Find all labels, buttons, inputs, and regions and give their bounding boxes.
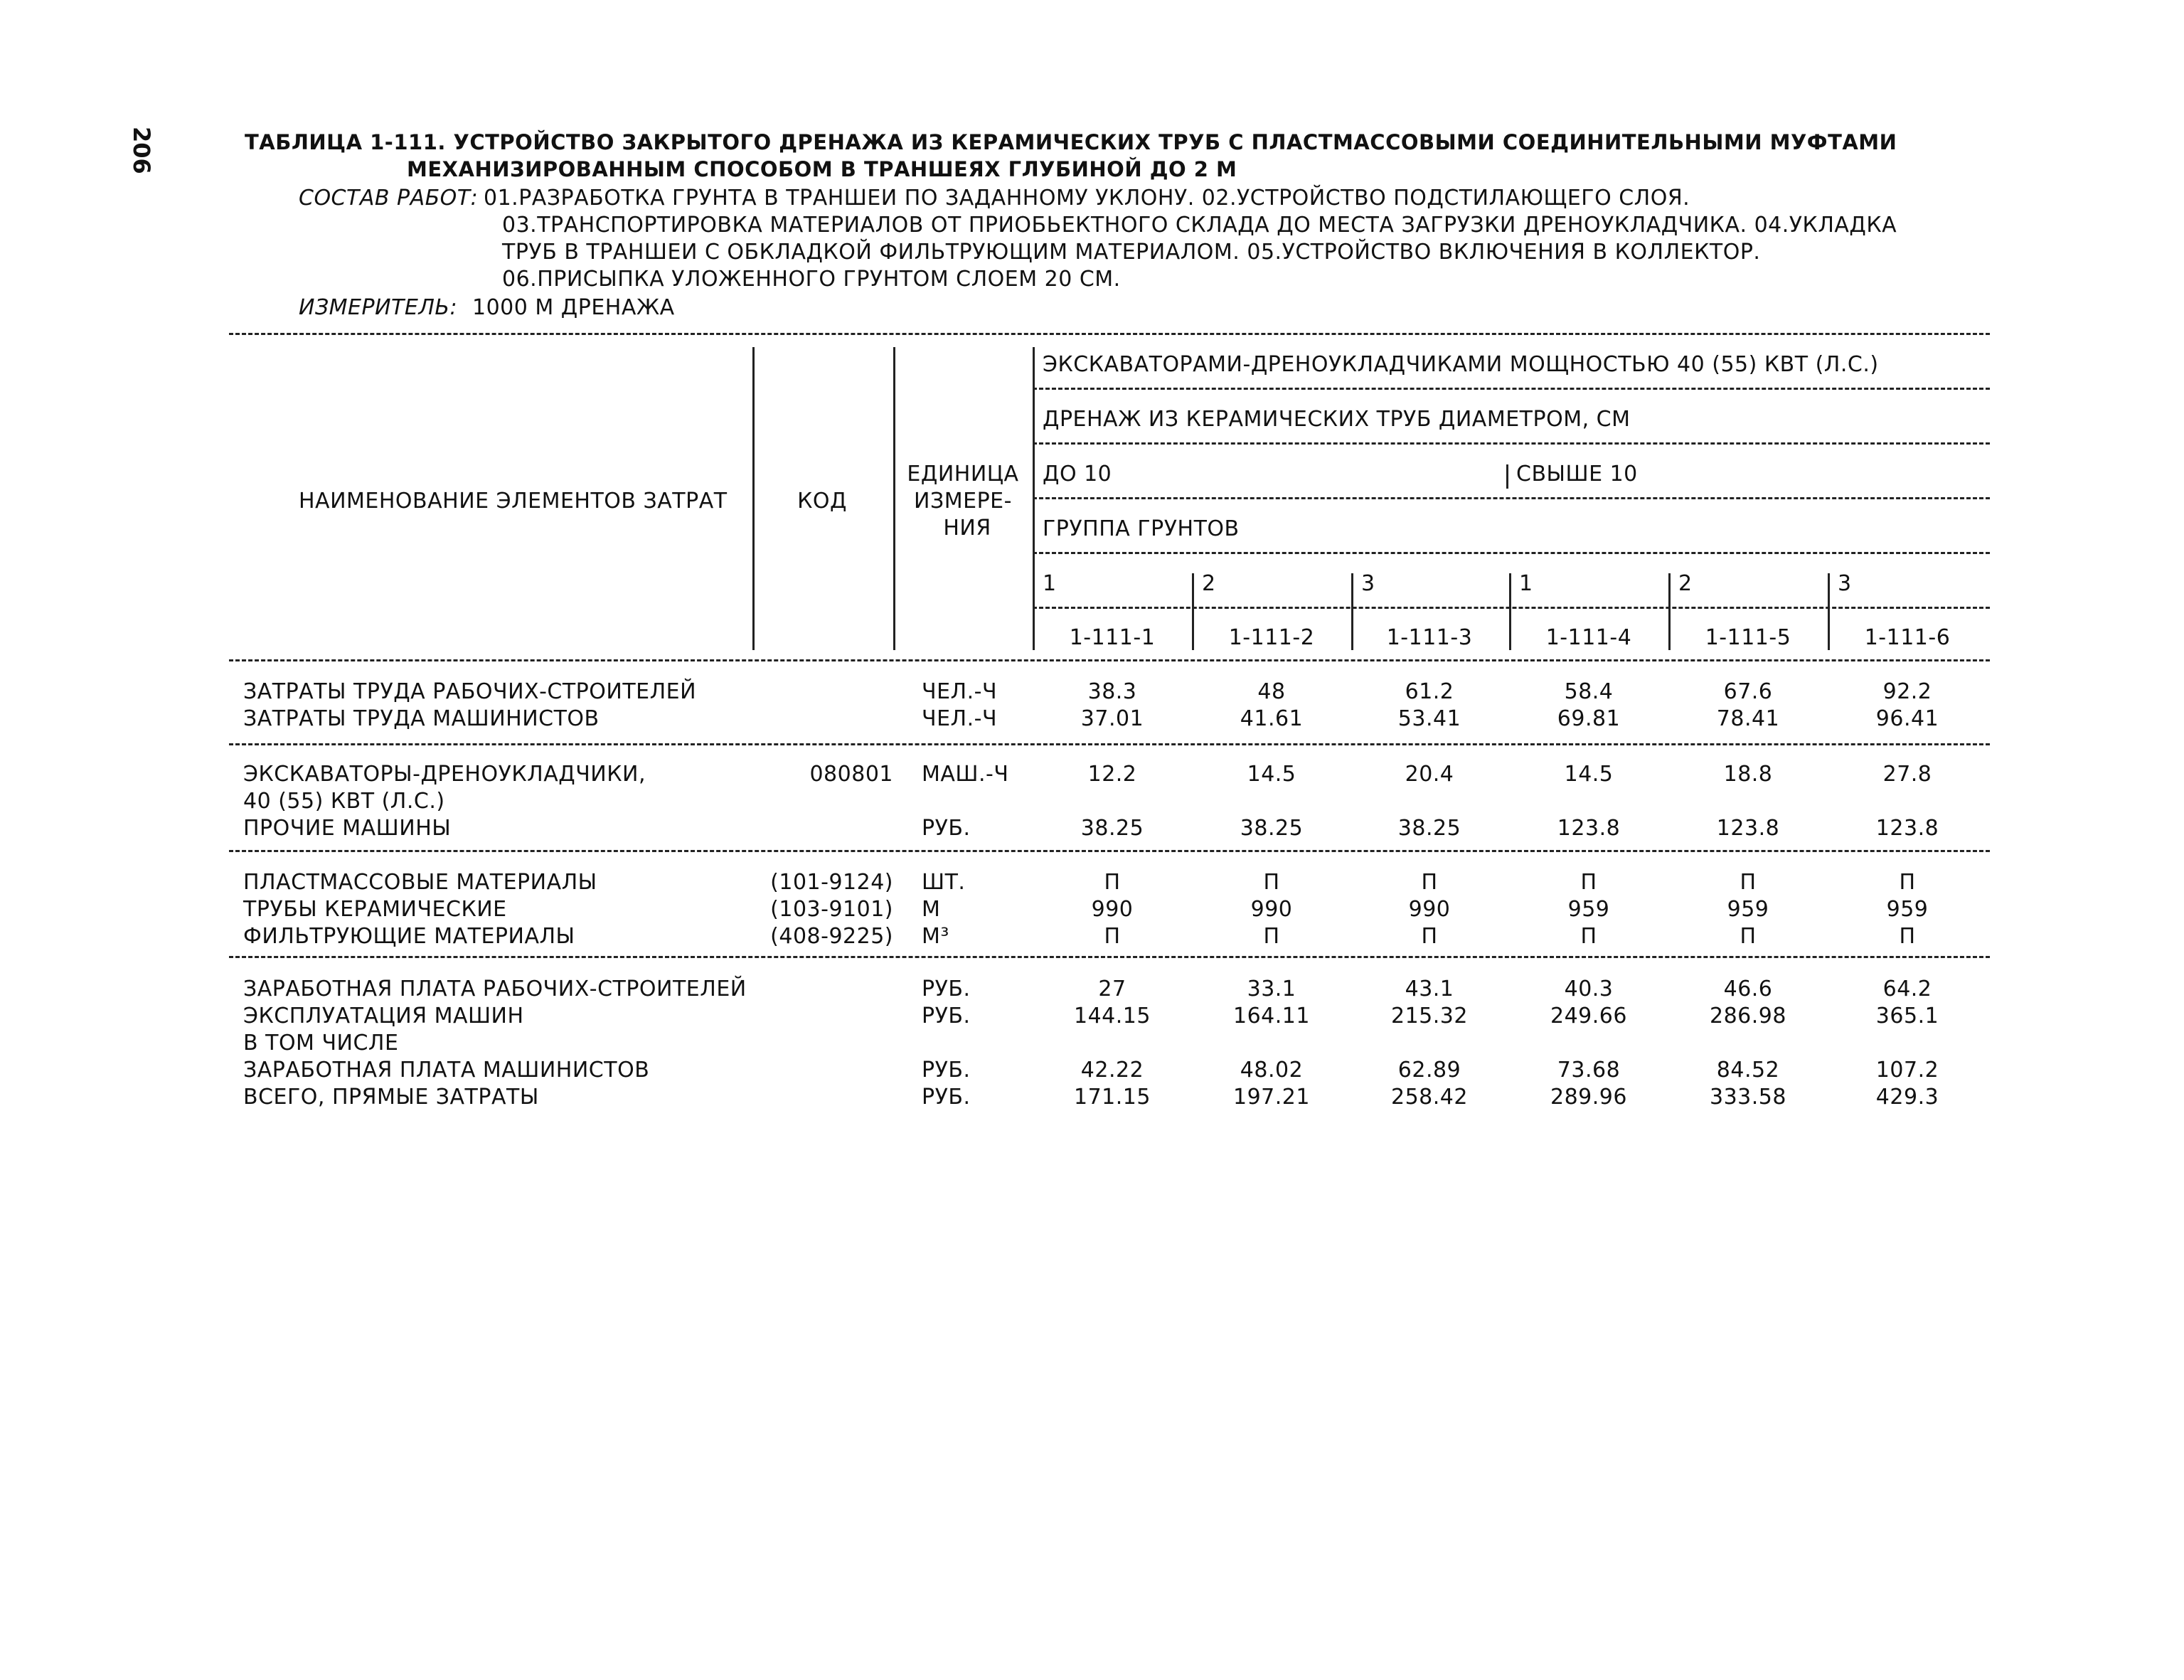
header-diameter-over-10: СВЫШЕ 10 — [1516, 462, 1638, 487]
page-number: 206 — [128, 127, 155, 174]
cost-value: 42.22 — [1080, 1058, 1144, 1083]
cost-value: 959 — [1886, 897, 1929, 922]
column-divider — [1033, 347, 1035, 650]
unit-of-measure: РУБ. — [922, 1004, 971, 1028]
cost-item-name: ПЛАСТМАССОВЫЕ МАТЕРИАЛЫ — [243, 870, 597, 895]
column-divider — [752, 347, 755, 650]
cost-value: П — [1899, 870, 1916, 895]
cost-value: 123.8 — [1716, 816, 1780, 841]
cost-value: 289.96 — [1550, 1085, 1627, 1110]
cost-value: 58.4 — [1564, 679, 1614, 704]
unit-of-measure: М — [922, 897, 941, 922]
column-divider — [1668, 573, 1671, 650]
cost-value: 69.81 — [1557, 706, 1621, 731]
section-rule — [229, 956, 1990, 958]
cost-value: П — [1899, 924, 1916, 949]
cost-value: 959 — [1727, 897, 1769, 922]
header-unit-line-3: НИЯ — [943, 516, 991, 541]
resource-code: (101-9124) — [770, 870, 893, 895]
column-divider — [1509, 573, 1511, 650]
cost-value: 197.21 — [1233, 1085, 1310, 1110]
section-rule — [229, 743, 1990, 745]
header-unit-line-2: ИЗМЕРЕ- — [914, 489, 1012, 514]
soil-group-number: 1 — [1519, 571, 1533, 596]
header-diameter-up-to-10: ДО 10 — [1043, 462, 1112, 487]
work-line-1: 01.РАЗРАБОТКА ГРУНТА В ТРАНШЕИ ПО ЗАДАННОМУ УКЛОНУ. 02.УСТРОЙСТВО ПОДСТИЛАЮЩЕГО СЛОЯ. — [484, 186, 1690, 211]
header-soil-group: ГРУППА ГРУНТОВ — [1043, 516, 1240, 541]
cost-value: 38.25 — [1240, 816, 1304, 841]
resource-code: (103-9101) — [770, 897, 893, 922]
work-line-3: ТРУБ В ТРАНШЕИ С ОБКЛАДКОЙ ФИЛЬТРУЮЩИМ МАТЕРИАЛОМ. 05.УСТРОЙСТВО ВКЛЮЧЕНИЯ В КОЛЛЕКТОР. — [502, 240, 1761, 265]
norm-code: 1-111-1 — [1069, 625, 1156, 650]
unit-of-measure: М³ — [922, 924, 949, 949]
header-bottom-rule — [229, 659, 1990, 661]
cost-value: 12.2 — [1087, 762, 1137, 787]
cost-item-name: ТРУБЫ КЕРАМИЧЕСКИЕ — [243, 897, 507, 922]
cost-value: П — [1263, 870, 1280, 895]
section-rule — [229, 850, 1990, 852]
column-divider — [1828, 573, 1830, 650]
soil-group-number: 3 — [1838, 571, 1852, 596]
norm-code: 1-111-2 — [1228, 625, 1315, 650]
cost-value: 107.2 — [1875, 1058, 1939, 1083]
column-divider — [893, 347, 895, 650]
header-machine-group: ЭКСКАВАТОРАМИ-ДРЕНОУКЛАДЧИКАМИ МОЩНОСТЬЮ 40 (55) КВТ (Л.С.) — [1043, 352, 1879, 377]
cost-value: П — [1740, 924, 1757, 949]
cost-value: 40.3 — [1564, 977, 1614, 1001]
cost-value: 53.41 — [1397, 706, 1461, 731]
cost-value: 333.58 — [1710, 1085, 1786, 1110]
unit-of-measure: ЧЕЛ.-Ч — [922, 679, 998, 704]
cost-value: 18.8 — [1723, 762, 1773, 787]
header-rule — [1033, 442, 1990, 445]
cost-value: 258.42 — [1391, 1085, 1468, 1110]
norm-code: 1-111-5 — [1705, 625, 1791, 650]
cost-value: 286.98 — [1710, 1004, 1786, 1028]
unit-of-measure: РУБ. — [922, 816, 971, 841]
cost-value: П — [1580, 924, 1597, 949]
cost-value: П — [1740, 870, 1757, 895]
cost-value: 215.32 — [1391, 1004, 1468, 1028]
cost-item-name: 40 (55) КВТ (Л.С.) — [243, 789, 445, 814]
cost-value: 43.1 — [1405, 977, 1454, 1001]
table-title-line-1: ТАБЛИЦА 1-111. УСТРОЙСТВО ЗАКРЫТОГО ДРЕНАЖА ИЗ КЕРАМИЧЕСКИХ ТРУБ С ПЛАСТМАССОВЫМИ СОЕДИНИТЕЛЬНЫМИ МУФТАМИ — [245, 130, 1897, 154]
header-unit-line-1: ЕДИНИЦА — [907, 462, 1019, 487]
cost-value: 61.2 — [1405, 679, 1454, 704]
cost-value: 27.8 — [1882, 762, 1932, 787]
cost-value: 73.68 — [1557, 1058, 1621, 1083]
cost-value: 48 — [1257, 679, 1286, 704]
resource-code: 080801 — [809, 762, 893, 787]
cost-value: 33.1 — [1247, 977, 1296, 1001]
header-rule — [1033, 497, 1990, 499]
column-divider — [1351, 573, 1353, 650]
work-line-2: 03.ТРАНСПОРТИРОВКА МАТЕРИАЛОВ ОТ ПРИОБЬЕКТНОГО СКЛАДА ДО МЕСТА ЗАГРУЗКИ ДРЕНОУКЛАДЧИКА. 04.УКЛАДКА — [502, 213, 1897, 238]
unit-of-measure: МАШ.-Ч — [922, 762, 1009, 787]
cost-item-name: ФИЛЬТРУЮЩИЕ МАТЕРИАЛЫ — [243, 924, 575, 949]
unit-of-measure: ЧЕЛ.-Ч — [922, 706, 998, 731]
cost-item-name: ЗАРАБОТНАЯ ПЛАТА МАШИНИСТОВ — [243, 1058, 650, 1083]
cost-value: П — [1263, 924, 1280, 949]
cost-item-name: ПРОЧИЕ МАШИНЫ — [243, 816, 452, 841]
cost-value: 84.52 — [1716, 1058, 1780, 1083]
cost-value: 164.11 — [1233, 1004, 1310, 1028]
cost-item-name: ЗАТРАТЫ ТРУДА МАШИНИСТОВ — [243, 706, 600, 731]
soil-group-number: 1 — [1043, 571, 1057, 596]
table-title-line-2: МЕХАНИЗИРОВАННЫМ СПОСОБОМ В ТРАНШЕЯХ ГЛУБИНОЙ ДО 2 М — [407, 157, 1237, 181]
cost-value: 14.5 — [1247, 762, 1296, 787]
soil-group-number: 2 — [1678, 571, 1693, 596]
work-composition-label: СОСТАВ РАБОТ: — [299, 186, 479, 211]
cost-value: П — [1104, 870, 1121, 895]
resource-code: (408-9225) — [770, 924, 893, 949]
cost-value: 27 — [1098, 977, 1126, 1001]
cost-value: 365.1 — [1875, 1004, 1939, 1028]
cost-value: 20.4 — [1405, 762, 1454, 787]
cost-value: 123.8 — [1875, 816, 1939, 841]
norm-code: 1-111-3 — [1386, 625, 1473, 650]
cost-value: 990 — [1250, 897, 1293, 922]
measure-value: 1000 М ДРЕНАЖА — [472, 295, 675, 320]
cost-value: 48.02 — [1240, 1058, 1304, 1083]
norm-code: 1-111-4 — [1545, 625, 1632, 650]
unit-of-measure: РУБ. — [922, 1058, 971, 1083]
cost-item-name: В ТОМ ЧИСЛЕ — [243, 1031, 399, 1056]
cost-value: 78.41 — [1716, 706, 1780, 731]
cost-value: 990 — [1091, 897, 1134, 922]
cost-value: 96.41 — [1875, 706, 1939, 731]
work-line-4: 06.ПРИСЫПКА УЛОЖЕННОГО ГРУНТОМ СЛОЕМ 20 СМ. — [502, 267, 1121, 292]
unit-of-measure: РУБ. — [922, 977, 971, 1001]
cost-value: 62.89 — [1397, 1058, 1461, 1083]
cost-value: 14.5 — [1564, 762, 1614, 787]
cost-value: 38.25 — [1080, 816, 1144, 841]
soil-group-number: 3 — [1361, 571, 1375, 596]
cost-item-name: ЗАРАБОТНАЯ ПЛАТА РАБОЧИХ-СТРОИТЕЛЕЙ — [243, 977, 747, 1001]
cost-item-name: ЭКСКАВАТОРЫ-ДРЕНОУКЛАДЧИКИ, — [243, 762, 646, 787]
cost-item-name: ЭКСПЛУАТАЦИЯ МАШИН — [243, 1004, 524, 1028]
header-rule — [1033, 388, 1990, 390]
cost-value: 38.25 — [1397, 816, 1461, 841]
cost-value: 37.01 — [1080, 706, 1144, 731]
cost-value: 67.6 — [1723, 679, 1773, 704]
header-code-column: КОД — [797, 489, 847, 514]
header-rule — [1033, 552, 1990, 554]
cost-value: П — [1104, 924, 1121, 949]
cost-value: 429.3 — [1875, 1085, 1939, 1110]
cost-item-name: ЗАТРАТЫ ТРУДА РАБОЧИХ-СТРОИТЕЛЕЙ — [243, 679, 697, 704]
cost-value: 41.61 — [1240, 706, 1304, 731]
cost-value: П — [1580, 870, 1597, 895]
measure-label: ИЗМЕРИТЕЛЬ: — [299, 295, 458, 320]
cost-value: 171.15 — [1074, 1085, 1151, 1110]
cost-value: 123.8 — [1557, 816, 1621, 841]
cost-value: П — [1421, 924, 1438, 949]
column-divider — [1192, 573, 1194, 650]
column-divider — [1506, 464, 1508, 489]
soil-group-number: 2 — [1202, 571, 1216, 596]
cost-value: 46.6 — [1723, 977, 1773, 1001]
cost-value: 249.66 — [1550, 1004, 1627, 1028]
cost-value: 92.2 — [1882, 679, 1932, 704]
cost-item-name: ВСЕГО, ПРЯМЫЕ ЗАТРАТЫ — [243, 1085, 539, 1110]
cost-value: 990 — [1408, 897, 1451, 922]
header-name-column: НАИМЕНОВАНИЕ ЭЛЕМЕНТОВ ЗАТРАТ — [299, 489, 728, 514]
cost-value: 959 — [1567, 897, 1610, 922]
cost-value: 144.15 — [1074, 1004, 1151, 1028]
cost-value: 38.3 — [1087, 679, 1137, 704]
norm-code: 1-111-6 — [1864, 625, 1951, 650]
table-top-rule — [229, 333, 1990, 335]
unit-of-measure: ШТ. — [922, 870, 966, 895]
header-rule — [1033, 607, 1990, 609]
unit-of-measure: РУБ. — [922, 1085, 971, 1110]
header-pipe-group: ДРЕНАЖ ИЗ КЕРАМИЧЕСКИХ ТРУБ ДИАМЕТРОМ, СМ — [1043, 407, 1631, 432]
cost-value: 64.2 — [1882, 977, 1932, 1001]
cost-value: П — [1421, 870, 1438, 895]
